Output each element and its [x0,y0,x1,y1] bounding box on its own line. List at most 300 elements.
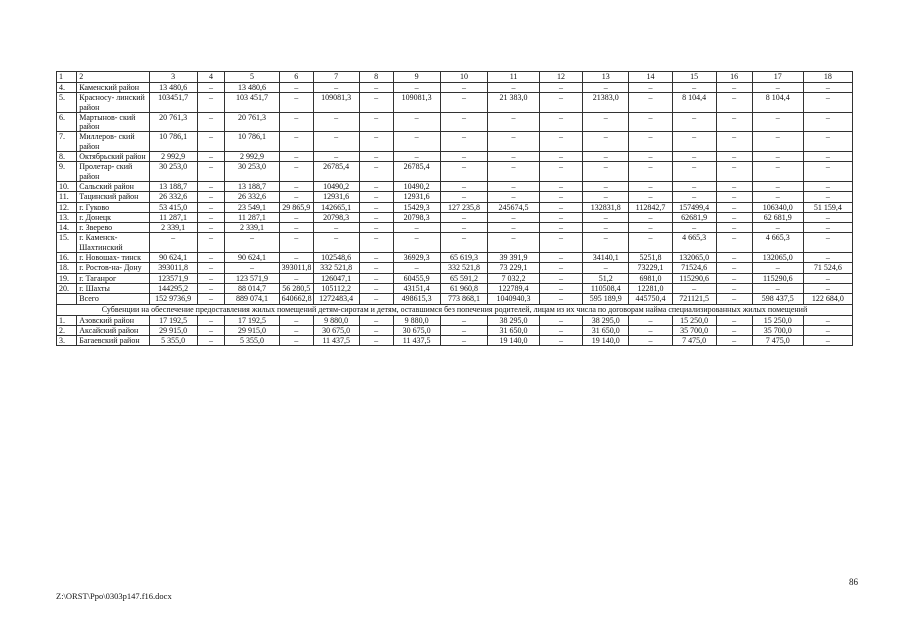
value-cell: – [359,273,393,283]
value-cell: – [716,223,752,233]
value-cell: 15 250,0 [752,315,803,325]
value-cell: 157499,4 [672,202,716,212]
value-cell: 53 415,0 [149,202,197,212]
value-cell: 8 [359,72,393,83]
value-cell: – [803,315,852,325]
value-cell: – [716,273,752,283]
value-cell: – [488,223,539,233]
value-cell: – [803,283,852,293]
value-cell: 595 189,9 [583,294,629,304]
value-cell: – [359,325,393,335]
value-cell: – [440,132,488,152]
value-cell: – [752,283,803,293]
value-cell: – [672,152,716,162]
value-cell: 13 188,7 [149,181,197,191]
value-cell: – [393,112,440,132]
value-cell: 10490,2 [313,181,359,191]
value-cell: – [539,273,583,283]
value-cell: – [672,181,716,191]
value-cell: 17 192,5 [149,315,197,325]
value-cell: – [583,223,629,233]
value-cell: – [488,132,539,152]
value-cell: 88 014,7 [225,283,279,293]
territory-name-cell: Мартынов- ский район [77,112,149,132]
value-cell: 245674,5 [488,202,539,212]
value-cell: 43151,4 [393,283,440,293]
value-cell: – [716,212,752,222]
value-cell: 10 [440,72,488,83]
value-cell: 15 [672,72,716,83]
table-row [57,192,853,202]
value-cell: – [583,192,629,202]
value-cell: – [716,325,752,335]
value-cell: – [197,181,225,191]
value-cell: – [359,181,393,191]
value-cell: 29 915,0 [225,325,279,335]
value-cell: 19 140,0 [488,336,539,346]
value-cell: – [279,315,313,325]
value-cell: – [440,162,488,182]
value-cell: 12281,0 [629,283,673,293]
territory-name-cell: Миллеров- ский район [77,132,149,152]
value-cell: 38 295,0 [583,315,629,325]
value-cell: – [393,132,440,152]
table-row [57,83,853,93]
value-cell: – [539,202,583,212]
table-row [57,263,853,273]
value-cell: – [672,83,716,93]
value-cell: 11 437,5 [393,336,440,346]
footer-file-path: Z:\ORST\Ppo\0303p147.f16.docx [56,591,172,601]
value-cell: 90 624,1 [149,253,197,263]
value-cell: – [672,112,716,132]
value-cell: – [313,112,359,132]
value-cell: – [716,336,752,346]
value-cell: 11 437,5 [313,336,359,346]
value-cell: – [539,253,583,263]
value-cell: 142665,1 [313,202,359,212]
value-cell: – [359,253,393,263]
value-cell: – [716,202,752,212]
value-cell: – [359,202,393,212]
value-cell: – [359,192,393,202]
value-cell: 20798,3 [393,212,440,222]
value-cell: – [803,273,852,283]
value-cell: – [583,181,629,191]
value-cell: 2 992,9 [149,152,197,162]
value-cell: 4 665,3 [672,233,716,253]
territory-name-cell: Каменский район [77,83,149,93]
value-cell: – [583,112,629,132]
value-cell: 29 865,9 [279,202,313,212]
value-cell: 30 253,0 [225,162,279,182]
territory-name-cell: г. Зверево [77,223,149,233]
value-cell: – [279,132,313,152]
value-cell: – [313,223,359,233]
value-cell: 123 571,9 [225,273,279,283]
value-cell: – [279,336,313,346]
value-cell: – [672,132,716,152]
value-cell: 71524,6 [672,263,716,273]
value-cell: – [672,223,716,233]
table-row [57,112,853,132]
value-cell: 103451,7 [149,93,197,113]
value-cell: 6981,0 [629,273,673,283]
table-row [57,223,853,233]
territory-name-cell: г. Шахты [77,283,149,293]
territory-name-cell: Багаевский район [77,336,149,346]
row-number-cell: 3. [57,336,77,346]
value-cell: 773 868,1 [440,294,488,304]
table-row [57,273,853,283]
value-cell: 132831,8 [583,202,629,212]
row-number-cell: 15. [57,233,77,253]
territory-name-cell: г. Ростов-на- Дону [77,263,149,273]
value-cell: 35 700,0 [672,325,716,335]
value-cell: – [359,294,393,304]
value-cell: – [716,152,752,162]
value-cell: 9 [393,72,440,83]
value-cell: – [279,83,313,93]
value-cell: 889 074,1 [225,294,279,304]
value-cell: – [488,152,539,162]
value-cell: 3 [149,72,197,83]
row-number-cell: 11. [57,192,77,202]
value-cell: – [279,233,313,253]
value-cell: – [359,283,393,293]
value-cell: – [752,192,803,202]
value-cell: – [539,315,583,325]
value-cell: 12 [539,72,583,83]
value-cell: 5 355,0 [225,336,279,346]
value-cell: 30 675,0 [393,325,440,335]
value-cell: – [488,192,539,202]
value-cell: – [359,132,393,152]
value-cell: – [197,212,225,222]
value-cell: – [716,283,752,293]
value-cell: 105112,2 [313,283,359,293]
row-number-cell: 4. [57,83,77,93]
value-cell: – [716,83,752,93]
table-row [57,283,853,293]
value-cell: 144295,2 [149,283,197,293]
value-cell: – [225,263,279,273]
value-cell: – [752,132,803,152]
value-cell: – [629,112,673,132]
value-cell: 39 391,9 [488,253,539,263]
value-cell: – [279,181,313,191]
value-cell: – [197,233,225,253]
value-cell: – [197,283,225,293]
value-cell: – [539,112,583,132]
value-cell: – [716,132,752,152]
value-cell: 16 [716,72,752,83]
value-cell: 62681,9 [672,212,716,222]
table-row [57,336,853,346]
value-cell: – [197,152,225,162]
value-cell: 35 700,0 [752,325,803,335]
value-cell: 31 650,0 [488,325,539,335]
value-cell: 17 192,5 [225,315,279,325]
table-row [57,315,853,325]
value-cell: – [440,152,488,162]
value-cell: – [279,93,313,113]
value-cell: – [716,192,752,202]
value-cell: – [197,93,225,113]
value-cell: 11 [488,72,539,83]
table-row [57,162,853,182]
value-cell: – [716,253,752,263]
value-cell: – [583,132,629,152]
value-cell: – [279,273,313,283]
value-cell: – [440,315,488,325]
value-cell: 10 786,1 [225,132,279,152]
value-cell: – [752,83,803,93]
value-cell: 65 619,3 [440,253,488,263]
value-cell: 65 591,2 [440,273,488,283]
value-cell: 7 [313,72,359,83]
value-cell: – [279,152,313,162]
value-cell: 106340,0 [752,202,803,212]
value-cell: – [197,192,225,202]
value-cell: 30 675,0 [313,325,359,335]
value-cell: 2 339,1 [149,223,197,233]
value-cell: 51 159,4 [803,202,852,212]
value-cell: 51,2 [583,273,629,283]
value-cell: – [359,162,393,182]
value-cell: – [539,162,583,182]
value-cell: – [803,181,852,191]
territory-name-cell: Октябрьский район [77,152,149,162]
section-header-row [57,304,853,315]
value-cell: – [359,112,393,132]
section-title: Субвенции на обеспечение предоставления жилых помещений детям-сиротам и детям, оставшимся без попечения родителей, лицам из их числа по договорам найма специализированных жилых помещений [57,304,853,315]
row-number-cell: 12. [57,202,77,212]
value-cell: 4 [197,72,225,83]
value-cell: – [629,336,673,346]
value-cell: 21383,0 [583,93,629,113]
value-cell: 7 032,2 [488,273,539,283]
value-cell: – [752,263,803,273]
value-cell: – [583,263,629,273]
territory-name-cell: Красносу- линский район [77,93,149,113]
value-cell: – [539,283,583,293]
value-cell: – [197,223,225,233]
value-cell: 6 [279,72,313,83]
table-row [57,93,853,113]
value-cell: – [440,112,488,132]
value-cell: – [803,212,852,222]
value-cell: 26 332,6 [225,192,279,202]
territory-name-cell: Пролетар- ский район [77,162,149,182]
value-cell: – [279,223,313,233]
value-cell: – [197,132,225,152]
table-header-row [57,72,853,83]
value-cell: – [149,233,197,253]
value-cell: 13 [583,72,629,83]
value-cell: – [629,233,673,253]
value-cell: – [803,162,852,182]
value-cell: 36929,3 [393,253,440,263]
value-cell: – [803,223,852,233]
value-cell: 14 [629,72,673,83]
value-cell: 20 761,3 [225,112,279,132]
value-cell: 2 992,9 [225,152,279,162]
value-cell: 29 915,0 [149,325,197,335]
value-cell: 393011,8 [279,263,313,273]
value-cell: 132065,0 [672,253,716,263]
value-cell: 26785,4 [393,162,440,182]
value-cell: – [539,336,583,346]
row-number-cell: 5. [57,93,77,113]
value-cell: 1040940,3 [488,294,539,304]
value-cell: – [716,294,752,304]
value-cell: – [279,253,313,263]
territory-name-cell: Аксайский район [77,325,149,335]
value-cell: – [440,192,488,202]
value-cell: 60455,9 [393,273,440,283]
value-cell: – [488,112,539,132]
value-cell: 8 104,4 [752,93,803,113]
value-cell: – [359,152,393,162]
value-cell: 10 786,1 [149,132,197,152]
value-cell: – [197,336,225,346]
value-cell: 8 104,4 [672,93,716,113]
value-cell: – [803,325,852,335]
row-number-cell: 19. [57,273,77,283]
value-cell: – [539,233,583,253]
value-cell: – [440,83,488,93]
value-cell: – [393,223,440,233]
territory-name-cell: Тацинский район [77,192,149,202]
value-cell: 13 480,6 [225,83,279,93]
table-row [57,181,853,191]
value-cell: 2 339,1 [225,223,279,233]
row-number-cell: 14. [57,223,77,233]
value-cell: 73 229,1 [488,263,539,273]
value-cell: – [393,233,440,253]
value-cell: – [716,181,752,191]
value-cell: – [440,325,488,335]
value-cell: 18 [803,72,852,83]
value-cell: – [583,83,629,93]
value-cell: – [716,263,752,273]
value-cell: – [539,152,583,162]
value-cell: 20798,3 [313,212,359,222]
value-cell: – [716,93,752,113]
value-cell: – [583,152,629,162]
table-row [57,212,853,222]
value-cell: – [488,162,539,182]
value-cell: 90 624,1 [225,253,279,263]
value-cell: – [583,212,629,222]
value-cell: – [539,93,583,113]
value-cell: 598 437,5 [752,294,803,304]
value-cell: – [488,212,539,222]
value-cell: – [629,132,673,152]
value-cell: – [629,152,673,162]
value-cell: – [803,93,852,113]
value-cell: – [583,162,629,182]
territory-name-cell: г. Новошах- тинск [77,253,149,263]
value-cell: 122 684,0 [803,294,852,304]
value-cell: – [803,152,852,162]
value-cell: – [539,83,583,93]
value-cell: 332 521,8 [440,263,488,273]
subventions-table [56,71,853,346]
table-total-row [57,294,853,304]
value-cell: – [803,253,852,263]
territory-name-cell: г. Гуково [77,202,149,212]
value-cell: – [629,162,673,182]
value-cell: 38 295,0 [488,315,539,325]
value-cell: 9 880,0 [313,315,359,325]
value-cell: 5 355,0 [149,336,197,346]
territory-name-cell: г. Таганрог [77,273,149,283]
value-cell: – [279,325,313,335]
value-cell: 5 [225,72,279,83]
value-cell: 115290,6 [752,273,803,283]
value-cell: – [539,132,583,152]
value-cell: 115290,6 [672,273,716,283]
value-cell: 5251,8 [629,253,673,263]
territory-name-cell: 2 [77,72,149,83]
value-cell: – [279,192,313,202]
value-cell: – [629,223,673,233]
value-cell: – [752,223,803,233]
value-cell: 127 235,8 [440,202,488,212]
value-cell: 10490,2 [393,181,440,191]
value-cell: 56 280,5 [279,283,313,293]
value-cell: – [752,112,803,132]
value-cell: 21 383,0 [488,93,539,113]
value-cell: – [197,83,225,93]
value-cell: 109081,3 [393,93,440,113]
table-row [57,325,853,335]
value-cell: 721121,5 [672,294,716,304]
value-cell: – [359,83,393,93]
table-row [57,152,853,162]
value-cell: – [359,93,393,113]
value-cell: – [359,315,393,325]
value-cell: – [359,336,393,346]
territory-name-cell: Сальский район [77,181,149,191]
value-cell: – [672,192,716,202]
value-cell: 11 287,1 [149,212,197,222]
value-cell: 26785,4 [313,162,359,182]
value-cell: – [279,112,313,132]
value-cell: 393011,8 [149,263,197,273]
value-cell: – [803,112,852,132]
value-cell: – [752,162,803,182]
value-cell: 61 960,8 [440,283,488,293]
value-cell: – [716,315,752,325]
value-cell: – [488,233,539,253]
value-cell: – [539,325,583,335]
value-cell: 62 681,9 [752,212,803,222]
value-cell: 20 761,3 [149,112,197,132]
value-cell: 4 665,3 [752,233,803,253]
value-cell: 110508,4 [583,283,629,293]
value-cell: – [716,112,752,132]
value-cell: – [539,294,583,304]
value-cell: – [539,181,583,191]
value-cell: – [716,162,752,182]
value-cell: – [440,181,488,191]
value-cell: 12931,6 [313,192,359,202]
value-cell: 12931,6 [393,192,440,202]
value-cell: – [313,132,359,152]
